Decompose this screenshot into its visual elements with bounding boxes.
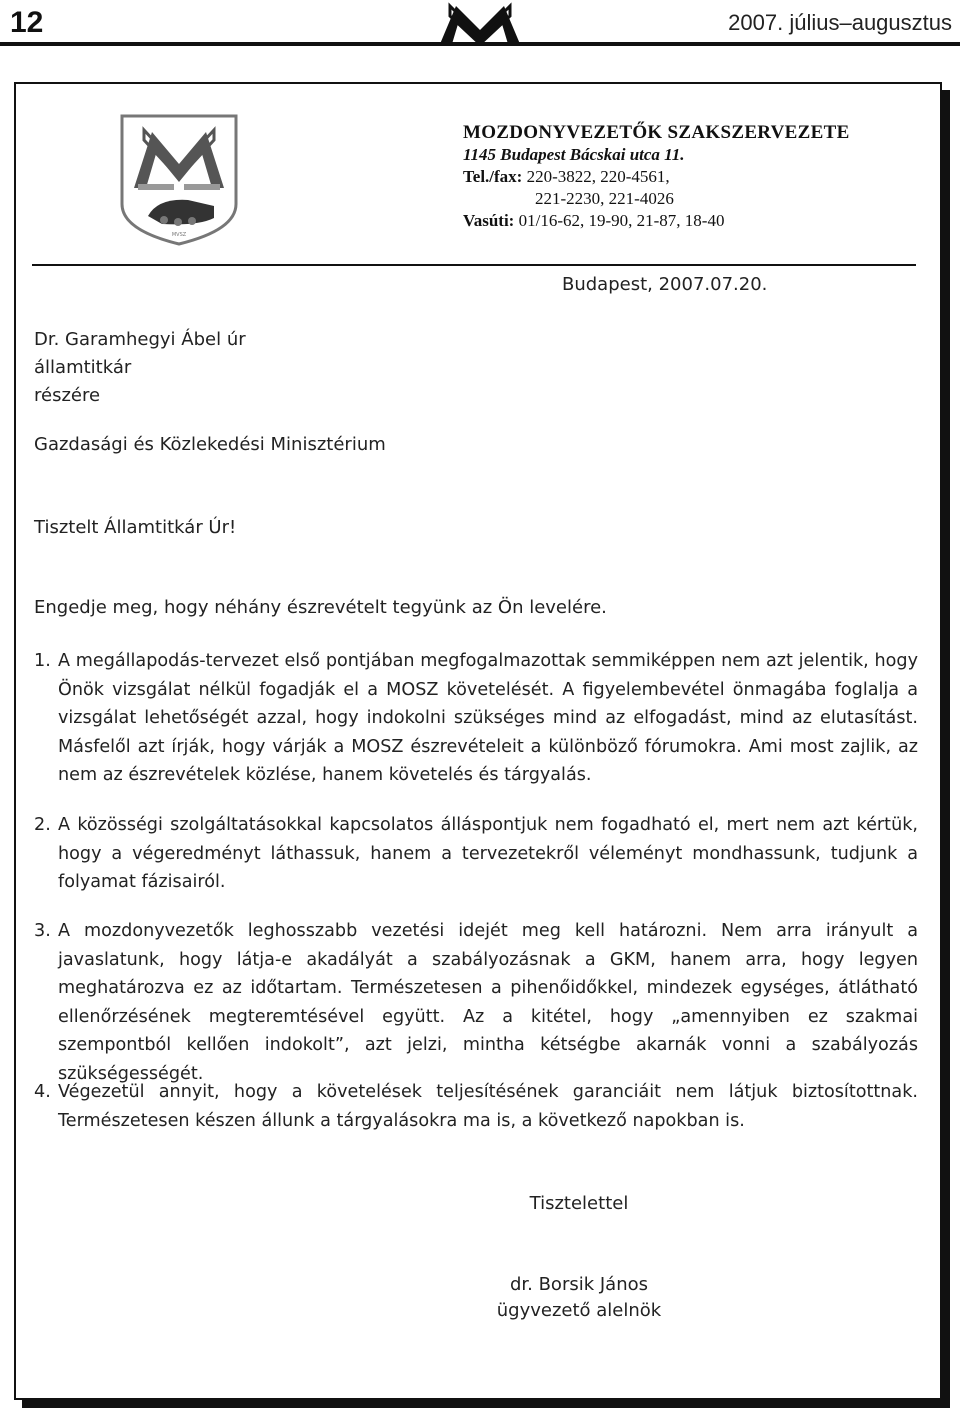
intro-paragraph: Engedje meg, hogy néhány észrevételt tegyünk az Ön levelére. [34, 597, 607, 618]
point-number: 4. [34, 1082, 51, 1102]
org-address: 1145 Budapest Bácskai utca 11. [463, 145, 685, 164]
recipient-block [34, 326, 246, 410]
tel-line [463, 166, 850, 188]
point-text: Végezetül annyit, hogy a követelések teljesítésének garanciáit nem látjuk biztosítottnak. Természetesen készen állunk a tárgyalásokra ma is, a következő napokban is. [58, 1082, 918, 1131]
point-2 [34, 811, 918, 897]
logo-letters: MVSZ [171, 232, 187, 238]
rail-label: Vasúti: [463, 211, 515, 230]
letterhead-divider [32, 264, 916, 266]
rail-numbers: 01/16-62, 19-90, 21-87, 18-40 [514, 211, 725, 230]
rail-line [463, 210, 850, 232]
salutation: Tisztelt Államtitkár Úr! [34, 517, 237, 538]
issue-date: 2007. július–augusztus [728, 10, 952, 35]
point-number: 3. [34, 921, 51, 941]
letter-date: Budapest, 2007.07.20. [562, 274, 768, 295]
point-3 [34, 917, 918, 1088]
point-4 [34, 1078, 918, 1135]
signer-name: dr. Borsik János [509, 1274, 649, 1295]
point-number: 1. [34, 651, 51, 671]
recipient-title: államtitkár [34, 357, 132, 378]
recipient-name: Dr. Garamhegyi Ábel úr [34, 329, 246, 350]
point-number: 2. [34, 815, 51, 835]
header-divider [0, 42, 960, 46]
point-text: A mozdonyvezetők leghosszabb vezetési idejét meg kell határozni. Nem arra irányult a javaslatunk, hogy látja-e akadályát a szabályozásnak a GKM, hanem arra, hogy legyen meghatározva ez az időtartam. Természetesen a pihenőidőkkel, mindezek egységes, átlátható ellenőrzésének megteremtésével együtt. Az a kitétel, hogy „amennyiben ez szakmai szempontból kellően indokolt”, azt jelzi, mintha kétségbe akarnák vonni a szabályozás szükségességét. [58, 921, 918, 1084]
point-1 [34, 647, 918, 790]
page-header [0, 0, 960, 48]
tel-label: Tel./fax: [463, 167, 523, 186]
ministry-name: Gazdasági és Közlekedési Minisztérium [34, 434, 386, 455]
org-name: MOZDONYVEZETŐK SZAKSZERVEZETE [463, 122, 850, 143]
letterhead-logo-icon [118, 112, 240, 246]
point-text: A megállapodás-tervezet első pontjában megfogalmazottak semmiképpen nem azt jelentik, hogy Önök vizsgálat nélkül fogadják el a MOSZ követelését. A figyelembevétel önmagába foglalja a vizsgálat lehetőségét azzal, hogy indokolni szükséges mind az elfogadást, mind az elutasítást. Másfelől azt írják, hogy várják a MOSZ észrevételeit a különböző fórumokra. Ami most zajlik, az nem az észrevételek közlése, hanem követelés és tárgyalás. [58, 651, 918, 785]
page-number: 12 [10, 6, 44, 39]
recipient-for: részére [34, 385, 101, 406]
signer-title: ügyvezető alelnök [496, 1300, 662, 1321]
closing-greeting: Tisztelettel [529, 1193, 629, 1214]
tel-numbers-2: 221-2230, 221-4026 [535, 189, 674, 208]
tel-numbers-1: 220-3822, 220-4561, [522, 167, 670, 186]
union-logo-icon [436, 0, 524, 46]
point-text: A közösségi szolgáltatásokkal kapcsolatos álláspontjuk nem fogadható el, mert nem azt kértük, hogy a végeredményt láthassuk, hanem a tervezetekről véleményt mondhassunk, tudjunk a folyamat fázisairól. [58, 815, 918, 892]
letterhead-address-block [463, 122, 850, 232]
